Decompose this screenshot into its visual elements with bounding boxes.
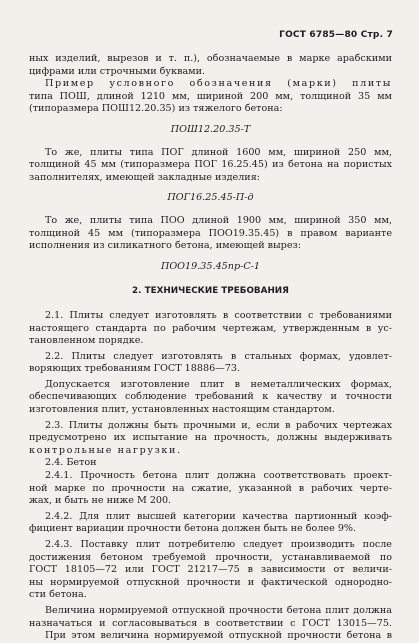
text-line: цифрами или строчными буквами. <box>29 65 206 77</box>
text-line: 2.4.3. Поставку плит потребителю следует производить после <box>45 539 392 550</box>
text-line: предусмотрено их испытание на прочность, должны выдерживать <box>29 432 392 444</box>
paragraph-2-4-3 <box>29 539 392 602</box>
text-line: достижения бетоном требуемой прочности, устанавливаемой по <box>29 551 392 563</box>
text-line: назначаться и согласовываться в соответствии с ГОСТ 13015—75. <box>29 617 392 629</box>
paragraph-2-2 <box>29 351 392 376</box>
mark-designation: ПОШ12.20.35-Т <box>170 123 251 135</box>
mark-designation: ПОГ16.25.45-П-д <box>167 192 254 204</box>
text-line: настоящего стандарта по рабочим чертежам, утвержденным в ус- <box>29 322 392 334</box>
text-line: 2.4.2. Для плит высшей категории качества партионный коэф- <box>45 510 392 522</box>
text-line: Пример условного обозначения (марки) плиты <box>45 78 392 90</box>
paragraph-allowed <box>29 379 392 417</box>
text-line: обеспечивающих соблюдение требований к качеству и точности <box>29 391 392 403</box>
text-line: заполнителях, имеющей закладные изделия: <box>29 171 260 183</box>
text-line: фициент вариации прочности бетона должен быть не более 9%. <box>29 523 357 535</box>
text-line: То же, плиты типа ПОГ длиной 1600 мм, шириной 250 мм, <box>45 146 392 158</box>
text-line: ных изделий, вырезов и т. п.), обозначаемые в марке арабскими <box>29 53 392 64</box>
text-line: То же, плиты типа ПОО длиной 1900 мм, шириной 350 мм, <box>45 214 392 226</box>
text-line: жах, и быть не ниже М 200. <box>29 495 172 507</box>
subsection-heading: 2.4. Бетон <box>45 457 97 469</box>
text-line: 2.1. Плиты следует изготовлять в соответствии с требованиями <box>45 309 392 321</box>
text-line: Величина нормируемой отпускной прочности бетона плит должна <box>45 604 392 616</box>
text-line: исполнения из силикатного бетона, имеющей вырез: <box>29 240 301 252</box>
text-line: изготовления плит, установленных настоящим стандартом. <box>29 404 335 416</box>
page-body <box>29 53 392 643</box>
text-line: Допускается изготовление плит в неметаллических формах, <box>45 378 392 390</box>
paragraph-value <box>29 605 392 643</box>
paragraph-continuation <box>29 53 392 78</box>
paragraph-2-1 <box>29 310 392 348</box>
text-line: 2.3. Плиты должны быть прочными и, если в рабочих чертежах <box>45 419 392 431</box>
text-line: ной марке по прочности на сжатие, указанной в рабочих черте- <box>29 482 392 494</box>
paragraph-2-3 <box>29 420 392 458</box>
text-line: сти бетона. <box>29 589 87 601</box>
text-line: толщиной 45 мм (типоразмера ПОО19.35.45) в правом варианте <box>29 227 392 239</box>
paragraph-poo <box>29 215 392 253</box>
text-line: ГОСТ 18105—72 или ГОСТ 21217—75 в зависимости от величи- <box>29 564 392 576</box>
text-line: типа ПОШ, длиной 1210 мм, шириной 200 мм, толщиной 35 мм <box>29 90 392 102</box>
text-line: 2.4.1. Прочность бетона плит должна соответствовать проект- <box>45 470 392 482</box>
text-line: толщиной 45 мм (типоразмера ПОГ 16.25.45) из бетона на пористых <box>29 159 392 171</box>
paragraph-2-4-2 <box>29 511 392 536</box>
paragraph-2-4-1 <box>29 470 392 508</box>
text-line: (типоразмера ПОШ12.20.35) из тяжелого бетона: <box>29 103 283 115</box>
text-line: контрольные нагрузки. <box>29 444 182 456</box>
paragraph-example <box>29 78 392 116</box>
page-header: ГОСТ 6785—80 Стр. 7 <box>279 30 393 40</box>
mark-designation: ПОО19.35.45пр-С-1 <box>160 260 261 272</box>
text-line: При этом величина нормируемой отпускной прочности бетона в <box>45 630 392 642</box>
paragraph-pog <box>29 147 392 185</box>
text-line: ны нормируемой отпускной прочности и фактической однородно- <box>29 576 392 588</box>
text-line: воряющих требованиям ГОСТ 18886—73. <box>29 363 241 375</box>
text-line: 2.2. Плиты следует изготовлять в стальных формах, удовлет- <box>45 350 392 362</box>
section-title: 2. ТЕХНИЧЕСКИЕ ТРЕБОВАНИЯ <box>132 286 289 297</box>
text-line: тановленном порядке. <box>29 335 144 347</box>
